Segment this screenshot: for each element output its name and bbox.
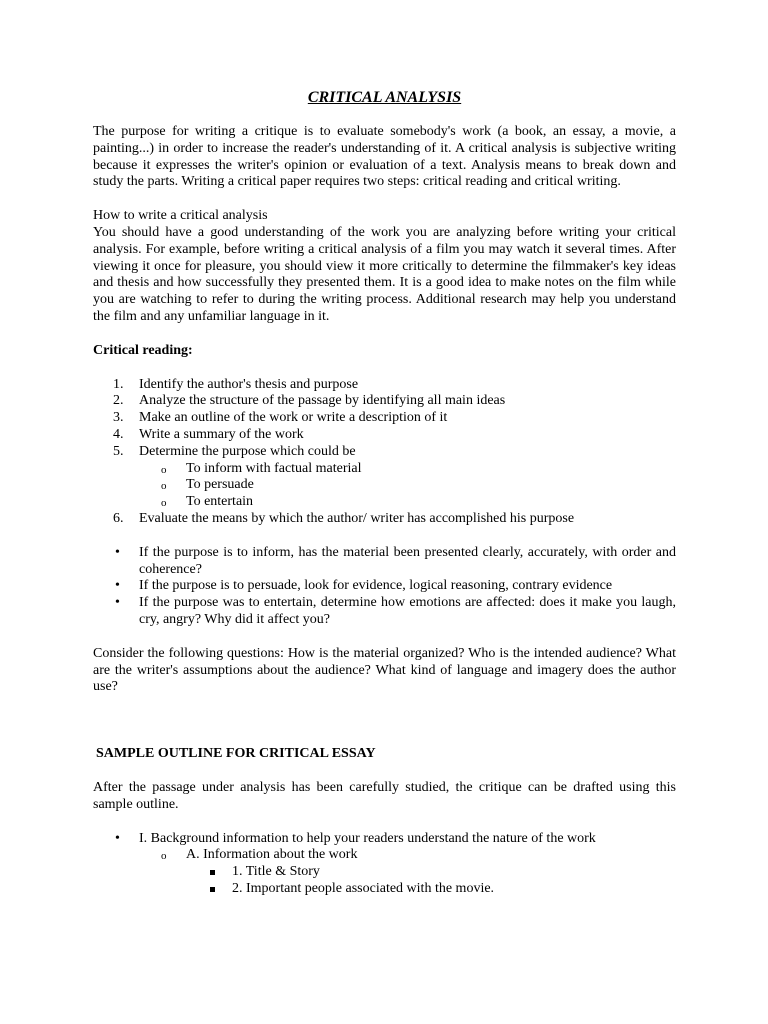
list-item bbox=[93, 444, 676, 461]
outline-sublist bbox=[93, 847, 676, 864]
bullet-icon: • bbox=[115, 578, 120, 594]
bullet-icon: • bbox=[115, 830, 120, 846]
list-item bbox=[93, 864, 676, 881]
circle-bullet-icon: o bbox=[161, 850, 167, 863]
sample-outline-heading: SAMPLE OUTLINE FOR CRITICAL ESSAY bbox=[96, 746, 376, 762]
list-item bbox=[93, 393, 676, 410]
document-title: CRITICAL ANALYSIS bbox=[307, 89, 462, 106]
purposes-list bbox=[93, 461, 676, 511]
step-number: 2. bbox=[113, 393, 124, 409]
list-item bbox=[93, 595, 676, 629]
step-number: 6. bbox=[113, 510, 124, 526]
step-text: Determine the purpose which could be bbox=[139, 443, 356, 459]
list-item bbox=[93, 494, 676, 511]
steps-list bbox=[93, 377, 676, 461]
step-number: 4. bbox=[113, 426, 124, 442]
bullet-text: If the purpose is to persuade, look for evidence, logical reasoning, contrary evidence bbox=[139, 578, 613, 594]
list-item bbox=[93, 545, 676, 579]
step-text: Analyze the structure of the passage by identifying all main ideas bbox=[139, 393, 506, 409]
bullet-icon: • bbox=[115, 544, 120, 560]
square-bullet-icon bbox=[210, 870, 215, 875]
circle-bullet-icon: o bbox=[161, 497, 167, 510]
list-item bbox=[93, 427, 676, 444]
bullet-icon: • bbox=[115, 595, 120, 611]
outline-list bbox=[93, 831, 676, 848]
critical-reading-heading: Critical reading: bbox=[93, 342, 193, 358]
sample-intro-paragraph: After the passage under analysis has been carefully studied, the critique can be drafted using this sample outline. bbox=[93, 779, 676, 812]
list-item bbox=[93, 410, 676, 427]
purpose-text: To inform with factual material bbox=[186, 460, 362, 476]
steps-list-continued bbox=[93, 511, 676, 528]
list-item bbox=[93, 377, 676, 394]
list-item bbox=[93, 461, 676, 478]
evaluation-bullets bbox=[93, 545, 676, 629]
bullet-text: If the purpose is to inform, has the material been presented clearly, accurately, with order and coherence? bbox=[139, 544, 676, 577]
step-text: Make an outline of the work or write a description of it bbox=[139, 410, 448, 426]
list-item bbox=[93, 578, 676, 595]
step-number: 1. bbox=[113, 376, 124, 392]
outline-subsublist bbox=[93, 864, 676, 898]
how-heading: How to write a critical analysis bbox=[93, 208, 268, 224]
list-item bbox=[93, 477, 676, 494]
outline-level3-text: 1. Title & Story bbox=[232, 864, 320, 880]
list-item bbox=[93, 881, 676, 898]
step-text: Evaluate the means by which the author/ writer has accomplished his purpose bbox=[139, 510, 575, 526]
outline-level3-text: 2. Important people associated with the movie. bbox=[232, 880, 495, 896]
circle-bullet-icon: o bbox=[161, 480, 167, 493]
consider-paragraph: Consider the following questions: How is the material organized? Who is the intended audience? What are the writer's assumptions about the audience? What kind of language and imagery does the author use? bbox=[93, 645, 676, 695]
list-item bbox=[93, 847, 676, 864]
document-page bbox=[93, 88, 676, 898]
purpose-text: To persuade bbox=[186, 477, 254, 493]
how-paragraph: You should have a good understanding of the work you are analyzing before writing your critical analysis. For example, before writing a critical analysis of a film you may watch it several times. After viewing it once for pleasure, you should view it more critically to determine the filmmaker's key ideas and thesis and how successfully they presented them. It is a good idea to make notes on the film while you are watching to refer to during the writing process. Additional research may help you understand the film and any unfamiliar language in it. bbox=[93, 224, 676, 324]
step-number: 5. bbox=[113, 443, 124, 459]
bullet-text: If the purpose was to entertain, determine how emotions are affected: does it make you laugh, cry, angry? Why did it affect you? bbox=[139, 595, 676, 627]
list-item bbox=[93, 831, 676, 848]
step-number: 3. bbox=[113, 410, 124, 426]
outline-level2-text: A. Information about the work bbox=[186, 847, 358, 863]
list-item bbox=[93, 511, 676, 528]
intro-paragraph: The purpose for writing a critique is to evaluate somebody's work (a book, an essay, a movie, a painting...) in order to increase the reader's understanding of it. A critical analysis is subjective writing because it expresses the writer's opinion or evaluation of a text. Analysis means to break down and study the parts. Writing a critical paper requires two steps: critical reading and critical writing. bbox=[93, 124, 676, 190]
step-text: Write a summary of the work bbox=[139, 426, 304, 442]
step-text: Identify the author's thesis and purpose bbox=[139, 376, 359, 392]
purpose-text: To entertain bbox=[186, 494, 254, 510]
outline-level1-text: I. Background information to help your readers understand the nature of the work bbox=[139, 830, 596, 846]
square-bullet-icon bbox=[210, 887, 215, 892]
circle-bullet-icon: o bbox=[161, 463, 167, 476]
